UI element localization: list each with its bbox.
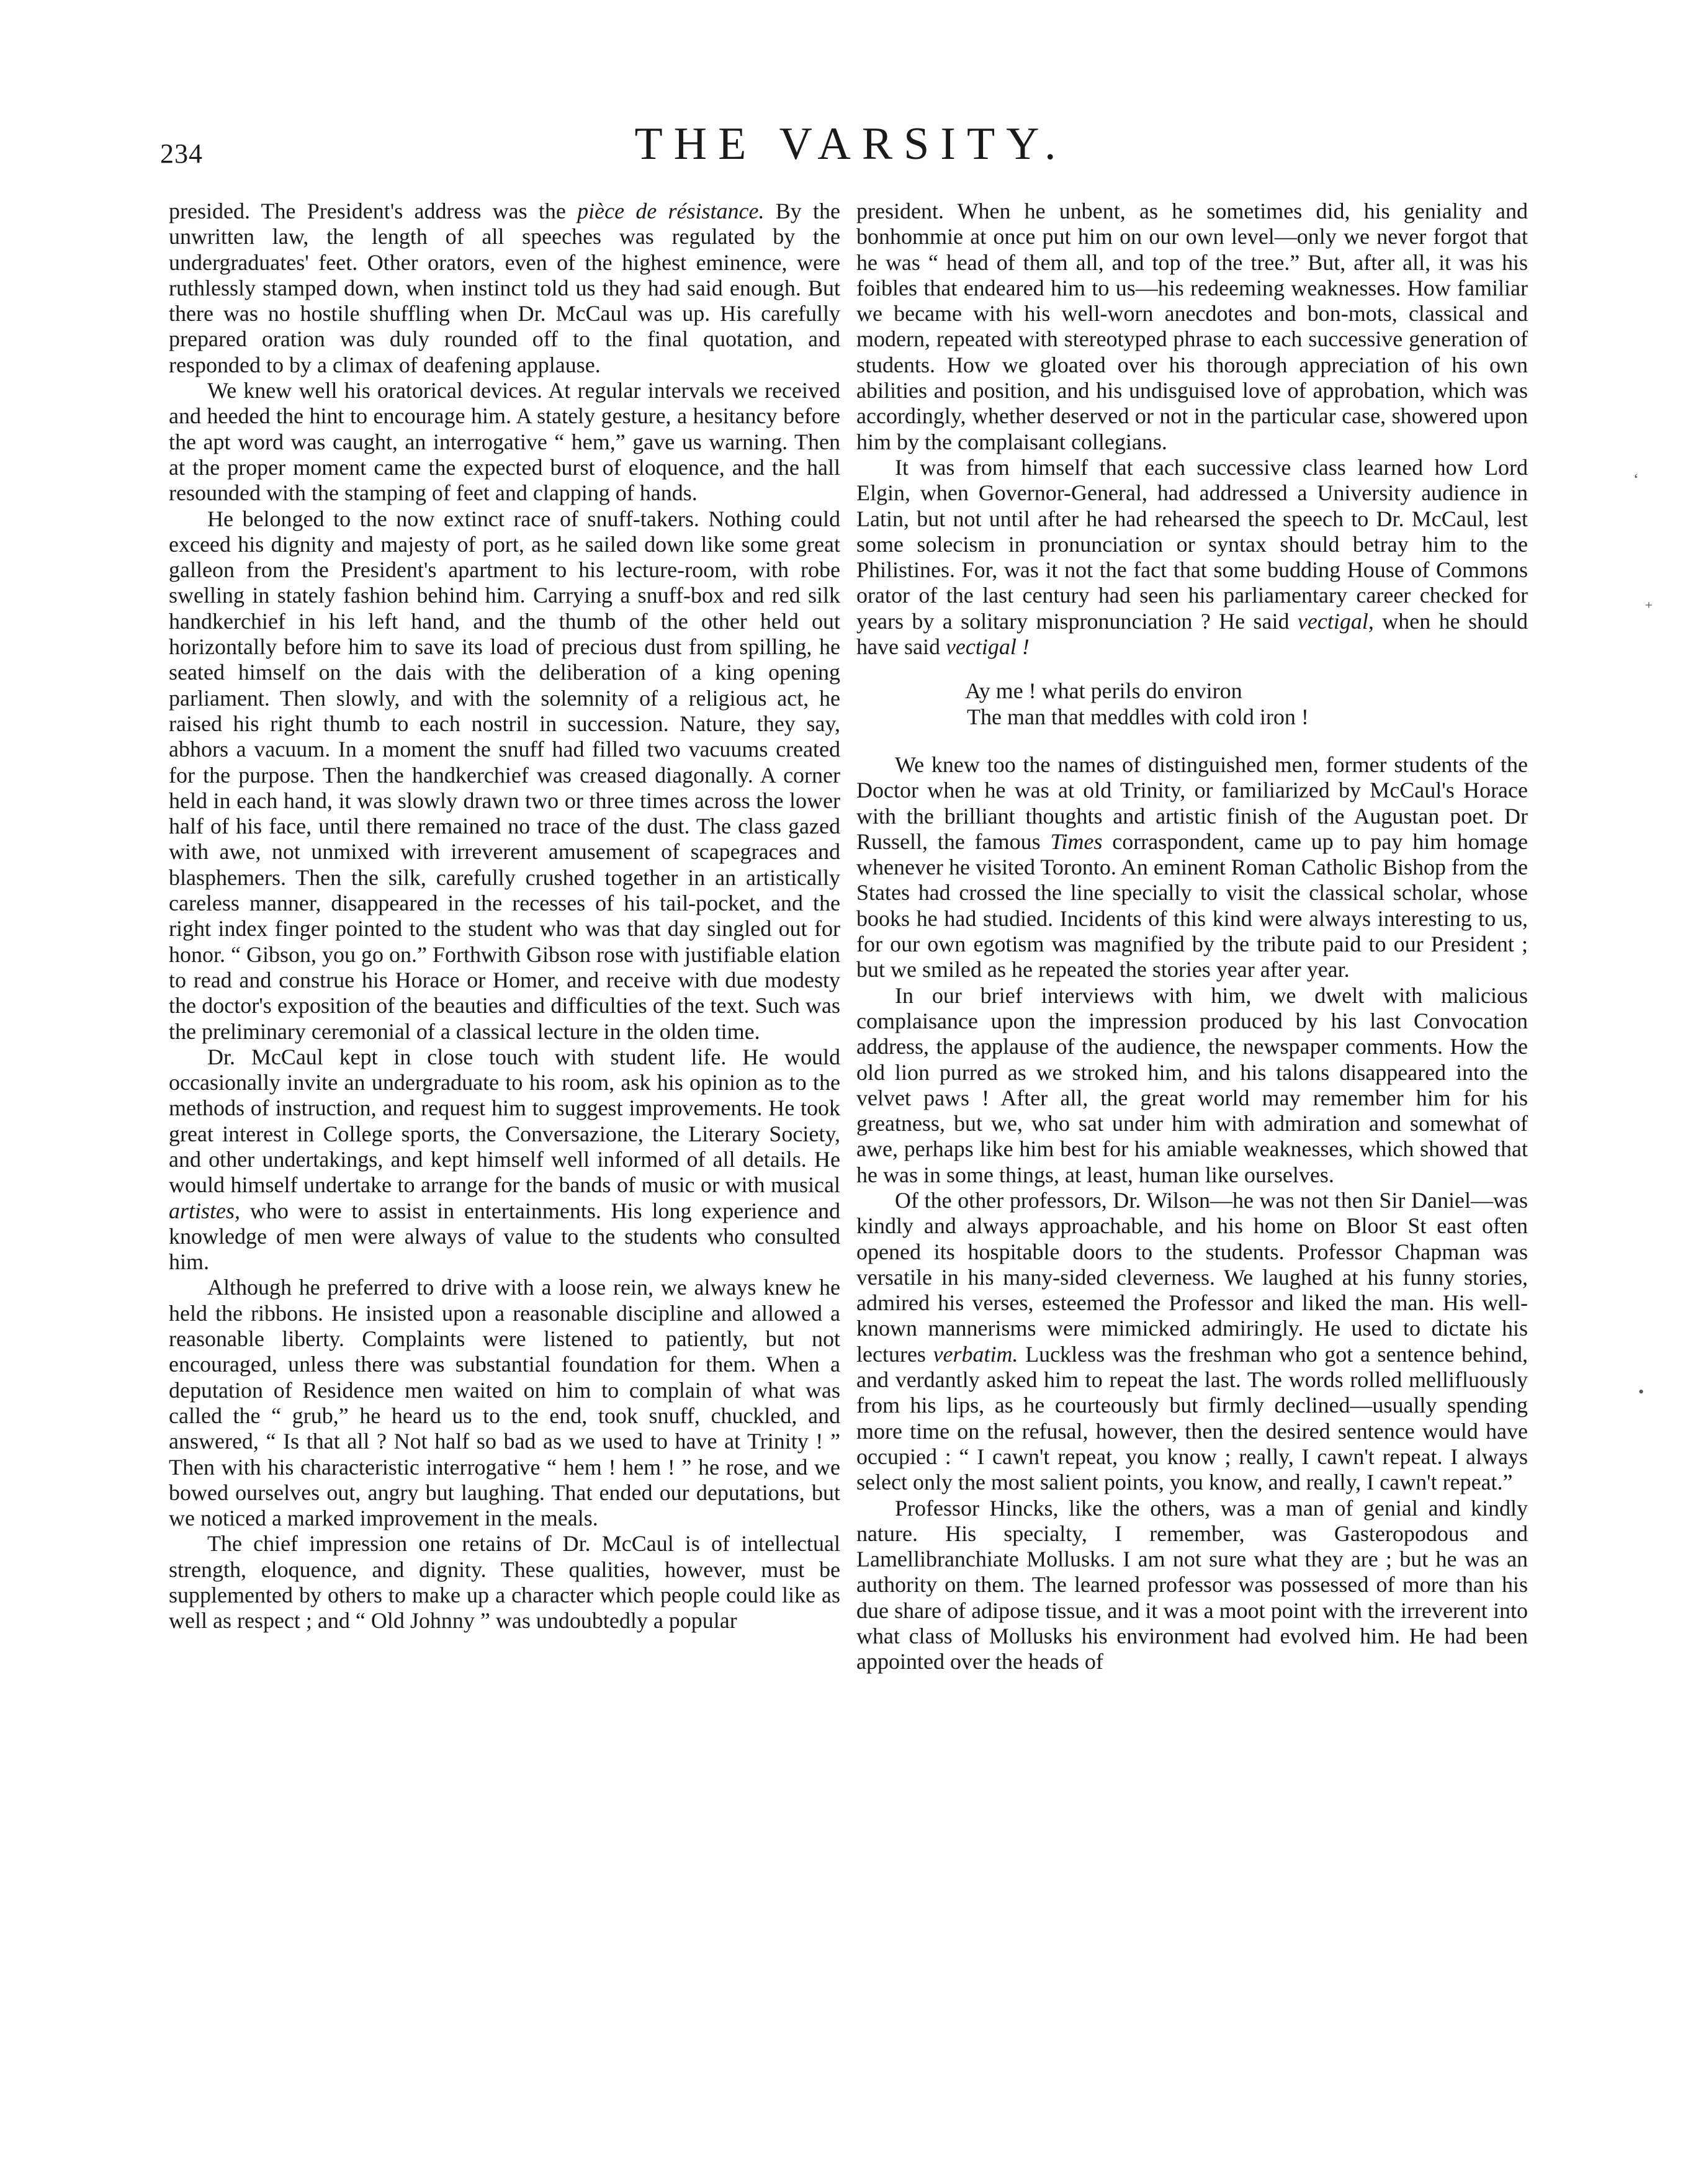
paragraph: Although he preferred to drive with a loose rein, we always knew he held the ribbons. He insisted upon a reasonable discipline and allowed a reasonable liberty. Complaints were listened to patiently, but not encouraged, unless there was substantial foundation for them. When a deputation of Residence men waited on him to complain of what was called the “ grub,” he heard us to the end, took snuff, chuckled, and answered, “ Is that all ? Not half so bad as we used to have at Trinity ! ” Then with his characteristic interrogative “ hem ! hem ! ” he rose, and we bowed ourselves out, angry but laughing. That ended our deputations, but we noticed a marked improvement in the meals.	[169, 1275, 840, 1531]
paragraph: The chief impression one retains of Dr. McCaul is of intellectual strength, eloquence, and dignity. These qualities, however, must be supplemented by others to make up a character which people could like as well as respect ; and “ Old Johnny ” was undoubtedly a popular	[169, 1531, 840, 1634]
paragraph-text: Luckless was the freshman who got a sentence behind, and verdantly asked him to repeat the last. The words rolled mellifluously from his lips, as he courteously but firmly declined—usually spending more time on the refusal, however, then the desired sentence would have occupied : “ I cawn't repeat, you know ; really, I cawn't repeat. I always select only the most salient points, you know, and really, I cawn't repeat.”	[856, 1341, 1528, 1495]
paragraph	[169, 1045, 840, 1275]
paragraph: He belonged to the now extinct race of snuff-takers. Nothing could exceed his dignity and majesty of port, as he sailed down like some great galleon from the President's apartment to his lecture-room, with robe swelling in stately fashion behind him. Carrying a snuff-box and red silk handkerchief in his left hand, and the thumb of the other held out horizontally before him to save its load of precious dust from spilling, he seated himself on the dais with the deliberation of a king opening parliament. Then slowly, and with the solemnity of a religious act, he raised his right thumb to each nostril in succession. Nature, they say, abhors a vacuum. In a moment the snuff had filled two vacuums created for the purpose. Then the handkerchief was creased diagonally. A corner held in each hand, it was slowly drawn two or three times across the lower half of his face, until there remained no trace of the dust. The class gazed with awe, not unmixed with irreverent amusement of scapegraces and blasphemers. Then the silk, carefully crushed together in an artistically careless manner, disappeared in the recesses of his tail-pocket, and the right index finger pointed to the student who was that day singled out for honor. “ Gibson, you go on.” Forthwith Gibson rose with justifiable elation to read and construe his Horace or Homer, and receive with due modesty the doctor's exposition of the beauties and difficulties of the text. Such was the preliminary ceremonial of a classical lecture in the olden time.	[169, 506, 840, 1044]
right-column	[856, 199, 1528, 1675]
left-column	[169, 199, 840, 1634]
paragraph	[169, 199, 840, 378]
italic-word: vectigal,	[1297, 608, 1374, 634]
paragraph: We knew well his oratorical devices. At regular intervals we received and heeded the hint to encourage him. A stately gesture, a hesitancy before the apt word was caught, an interrogative “ hem,” gave us warning. Then at the proper moment came the expected burst of eloquence, and the hall resounded with the stamping of feet and clapping of hands.	[169, 378, 840, 506]
italic-word: verbatim.	[933, 1341, 1018, 1367]
italic-word: Times	[1050, 829, 1103, 854]
paragraph: In our brief interviews with him, we dwelt with malicious complaisance upon the impression produced by his last Convocation address, the applause of the audience, the newspaper comments. How the old lion purred as we stroked him, and his talons disappeared into the velvet paws ! After all, the great world may remember him for his greatness, but we, who sat under him with admiration and somewhat of awe, perhaps like him best for his amiable weaknesses, which showed that he was in some things, at least, human like ourselves.	[856, 982, 1528, 1187]
page-number: 234	[160, 138, 203, 169]
masthead-title: THE VARSITY.	[634, 119, 1067, 169]
paragraph-text: when he should have said	[856, 608, 1528, 660]
italic-phrase: artistes,	[169, 1198, 241, 1223]
scan-speck: ‘	[1633, 470, 1639, 488]
scan-speck: ⁺	[1645, 599, 1653, 617]
paragraph: president. When he unbent, as he sometimes did, his geniality and bonhommie at once put him on our own level—only we never forgot that he was “ head of them all, and top of the tree.” But, after all, it was his foibles that endeared him to us—his redeeming weaknesses. How familiar we became with his well-worn anecdotes and bon-mots, classical and modern, repeated with stereotyped phrase to each successive generation of students. How we gloated over his thorough appreciation of his own abilities and position, and his undisguised love of approbation, which was accordingly, whether deserved or not in the particular case, showered upon him by the complaisant collegians.	[856, 199, 1528, 454]
paragraph	[856, 455, 1528, 660]
paragraph: Professor Hincks, like the others, was a man of genial and kindly nature. His specialty, I remember, was Gasteropodous and Lamellibranchiate Mollusks. I am not sure what they are ; but he was an authority on them. The learned professor was possessed of more than his due share of adipose tissue, and it was a moot point with the irreverent into what class of Mollusks his environment had evolved him. He had been appointed over the heads of	[856, 1495, 1528, 1674]
paragraph	[856, 752, 1528, 983]
paragraph-text: It was from himself that each successive class learned how Lord Elgin, when Governor-General, had addressed a University audience in Latin, but not until after he had rehearsed the speech to Dr. McCaul, lest some solecism in pronunciation or syntax should betray him to the Philistines. For, was it not the fact that some budding House of Commons orator of the last century had seen his parliamentary career checked for years by a solitary mispronunciation ? He said	[856, 454, 1528, 634]
verse-line: Ay me ! what perils do environ	[965, 678, 1242, 704]
scan-speck: •	[1638, 1383, 1645, 1401]
paragraph-text: By the unwritten law, the length of all speeches was regulated by the undergraduates' feet. Other orators, even of the highest eminence, were ruthlessly stamped down, when instinct told us they had said enough. But there was no hostile shuffling when Dr. McCaul was up. His carefully prepared oration was duly rounded off to the final quotation, and responded to by a climax of deafening applause.	[169, 199, 840, 377]
paragraph-text: presided. The President's address was the	[169, 199, 578, 223]
italic-word: vectigal !	[945, 634, 1030, 660]
paragraph-text: corraspondent, came up to pay him homage whenever he visited Toronto. An eminent Roman Catholic Bishop from the States had crossed the line specially to visit the classical scholar, whose books he had studied. Incidents of this kind were always interesting to us, for our own egotism was magnified by the tribute paid to our President ; but we smiled as he repeated the stories year after year.	[856, 829, 1528, 982]
verse-quotation	[856, 678, 1528, 730]
italic-phrase: pièce de résistance.	[577, 199, 765, 223]
paragraph	[856, 1188, 1528, 1496]
paragraph-text: Of the other professors, Dr. Wilson—he was not then Sir Daniel—was kindly and always approachable, and his home on Bloor St east often opened its hospitable doors to the students. Professor Chapman was versatile in his many-sided cleverness. We laughed at his funny stories, admired his verses, esteemed the Professor and liked the man. His well-known mannerisms were mimicked admiringly. He used to dictate his lectures	[856, 1187, 1528, 1367]
paragraph-text: We knew too the names of distinguished men, former students of the Doctor when he was at old Trinity, or familiarized by McCaul's Horace with the brilliant thoughts and artistic finish of the Augustan poet. Dr Russell, the famous	[856, 752, 1528, 854]
verse-line: The man that meddles with cold iron !	[967, 704, 1309, 729]
paragraph-text: Dr. McCaul kept in close touch with student life. He would occasionally invite an undergraduate to his room, ask his opinion as to the methods of instruction, and request him to suggest improvements. He took great interest in College sports, the Conversazione, the Literary Society, and other undertakings, and kept himself well informed of all details. He would himself undertake to arrange for the bands of music or with musical	[169, 1044, 840, 1198]
paragraph-text: who were to assist in entertainments. His long experience and knowledge of men were always of value to the students who consulted him.	[169, 1198, 840, 1275]
